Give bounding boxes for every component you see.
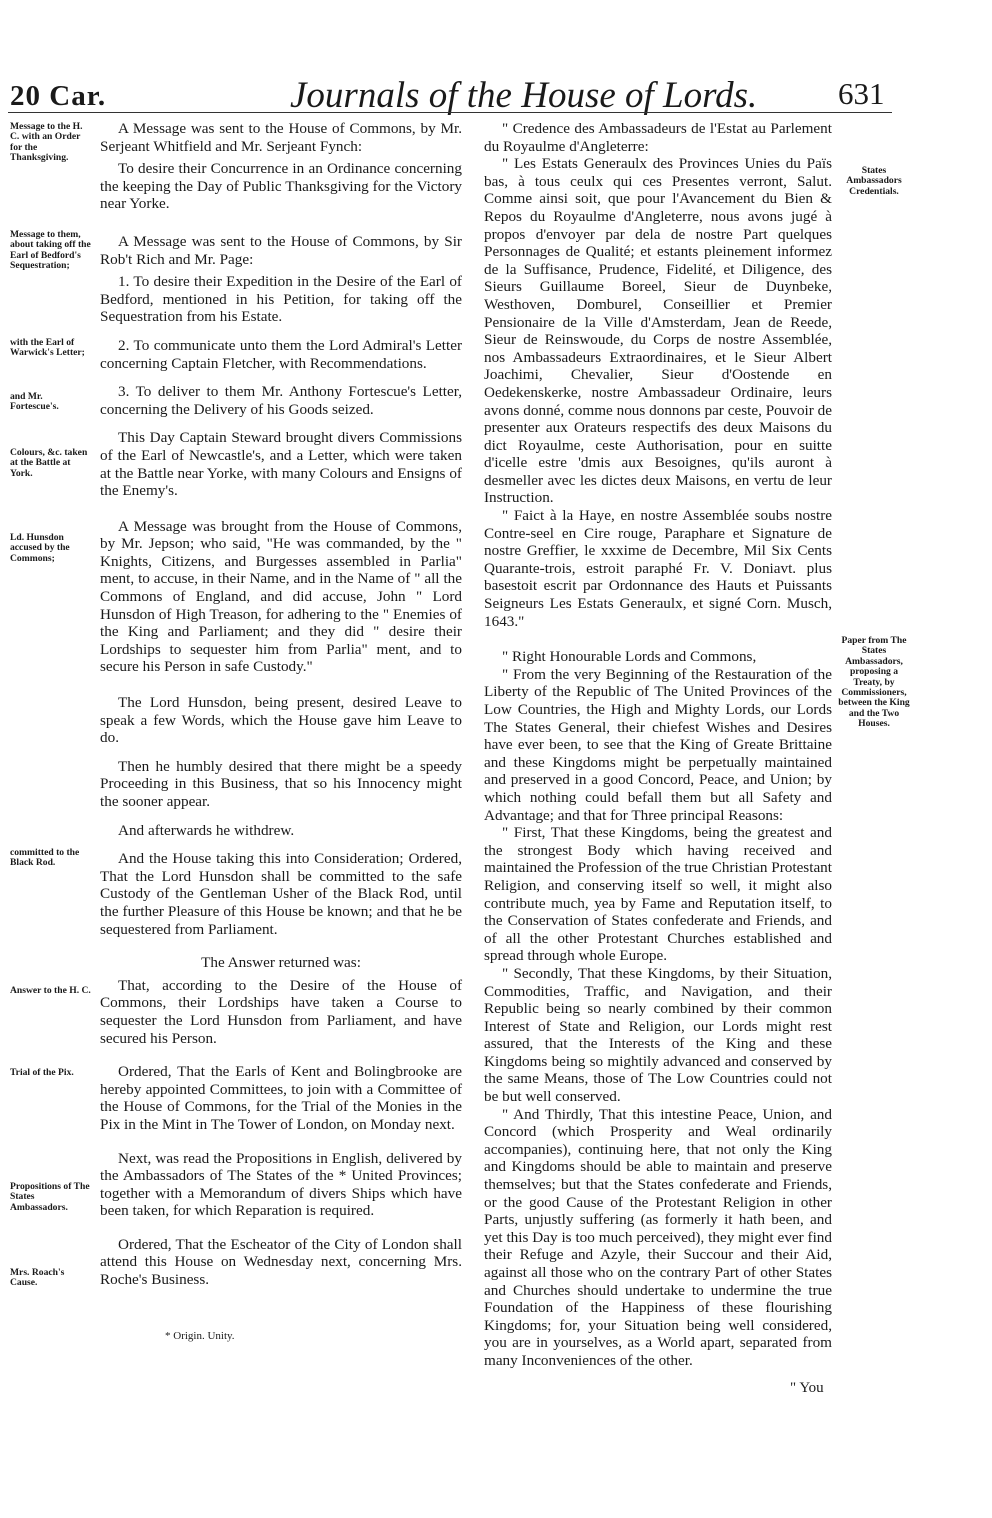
paragraph: A Message was brought from the House of Commons, by Mr. Jepson; who said, "He was commanded, by the " Knights, Citizens, and Burgesses assembled in Parlia" ment, to accuse, in their Name, and in the Name of " all the Commons of England, and did accuse, John " Lord Hunsdon of High Treason, for adhering to the " Enemies of the King and Parliament; and they did " desire their Lordships to sequester him from Parlia" ment, and to secure his Person in safe Custody." [100,517,462,676]
margin-note: Mrs. Roach's Cause. [10,1267,65,1289]
paragraph: " Les Estats Generaulx des Provinces Unies du Païs bas, à tous ceulx qui ces Presentes verront, Salut. Comme ainsi soit, que pour l'Avancement du Bien & Repos du Royaulme d'Angleterre, nous avons jugé à propos d'envoyer par dela de nostre Part quelques Personnages de Qualité; et estants pleinement informez de la Suffisance, Prudence, Fidelité, et Diligence, des Sieurs Guillaume Boreel, Sieur de Duynbeke, Westhoven, Domburel, Conseillier et Premier Pensionaire de la Ville d'Amsterdam, Jean de Reede, Sieur de Reinswoude, du Corps de nostre Assemblée, nos Ambassadeurs Extraordinaires, et le Sieur Albert Joachimi, Chevalier, Sieur d'Oostende en Oedekenskerke, nostre Ambassadeur Ordinaire, leurs avons donné, comme nous donnons par ceste, Pouvoir de presenter aux Orateurs respectifs des deux Maisons du dict Royaulme, ceste Authorisation, pour en suitte d'icelle estre 'dmis aux Besoignes, qu'ils auront à desmeller avec les dictes deux Maisons, en vertu de leur Instruction. [484,155,832,507]
paragraph: " First, That these Kingdoms, being the greatest and the strongest Body which having received and maintained the Profession of the true Christian Protestant Religion, and conserving itself so well, it might also contribute much, yea by Fame and Reputation itself, to the Conservation of States confederate and Friends, and of all the other Protestant Churches established and spread through whole Europe. [484,824,832,965]
margin-note: Trial of the Pix. [10,1067,74,1078]
paragraph: 1. To desire their Expedition in the Desire of the Earl of Bedford, mentioned in his Petition, for taking off the Sequestration from his Estate. [100,273,462,326]
paragraph: And the House taking this into Consideration; Ordered, That the Lord Hunsdon shall be committed to the safe Custody of the Gentleman Usher of the Black Rod, until the further Pleasure of this House be known; and that he be sequestered from Parliament. [100,850,462,938]
right-column [484,120,832,1370]
paragraph: A Message was sent to the House of Commons, by Mr. Serjeant Whitfield and Mr. Serjeant Fynch: [100,120,462,155]
paragraph: To desire their Concurrence in an Ordinance concerning the keeping the Day of Public Thanksgiving for the Victory near Yorke. [100,160,462,213]
paragraph: Then he humbly desired that there might be a speedy Proceeding in this Business, that so his Innocency might the sooner appear. [100,757,462,810]
paragraph: 2. To communicate unto them the Lord Admiral's Letter concerning Captain Fletcher, with Recommendations. [100,336,462,372]
paragraph: The Lord Hunsdon, being present, desired Leave to speak a few Words, which the House gave him Leave to do. [100,694,462,747]
paragraph: Next, was read the Propositions in English, delivered by the Ambassadors of The States of the * United Provinces; together with a Memorandum of divers Ships which have been taken, for which Reparation is required. [100,1149,462,1220]
margin-note: Answer to the H. C. [10,985,91,996]
footnote: * Origin. Unity. [165,1330,235,1342]
header-title: Journals of the House of Lords. [290,75,758,116]
paragraph: " Faict à la Haye, en nostre Assemblée soubs nostre Contre-seel en Cire rouge, Paraphare et Signature de nostre Greffier, le xxxime de Decembre, Mil Six Cents Quarante-trois, estroit paraphé Fr. V. Doniavt. plus basestoit escrit par Ordonnance des Hauts et Puissants Seigneurs Les Estats Generaulx, et signé Corn. Musch, 1643." [484,507,832,630]
margin-note: States Ambassadors Credentials. [846,165,902,197]
paragraph: " Credence des Ambassadeurs de l'Estat au Parlement du Royaulme d'Angleterre: [484,120,832,155]
paragraph: " Right Honourable Lords and Commons, [502,648,757,666]
paragraph: A Message was sent to the House of Commons, by Sir Rob't Rich and Mr. Page: [100,232,462,268]
paragraph: 3. To deliver to them Mr. Anthony Fortescue's Letter, concerning the Delivery of his Goods seized. [100,383,462,418]
header-rule [8,112,892,113]
margin-note: Ld. Hunsdon accused by the Commons; [10,532,70,564]
paragraph: This Day Captain Steward brought divers Commissions of the Earl of Newcastle's, and a Letter, which were taken at the Battle near Yorke, with many Colours and Ensigns of the Enemy's. [100,429,462,500]
margin-note: with the Earl of Warwick's Letter; [10,337,85,359]
margin-note: Propositions of The States Ambassadors. [10,1181,90,1213]
margin-note: Paper from The States Ambassadors, proposing a Treaty, by Commissioners, between the King and the Two Houses. [838,635,910,730]
margin-note: and Mr. Fortescue's. [10,391,59,413]
paragraph: Ordered, That the Escheator of the City of London shall attend this House on Wednesday next, concerning Mrs. Roche's Business. [100,1235,462,1289]
page-number: 631 [838,76,885,111]
paragraph: " From the very Beginning of the Restauration of the Liberty of the Republic of The United Provinces of the Low Countries, the High and Mighty Lords, our Lords The States General, their chiefest Wishes and Desires have ever been, to see that the King of Greate Brittaine and these Kingdoms might be perpetually maintained and preserved in a good Concord, Peace, and Union; by which nothing could befall them but all Safety and Advantage; and that for Three principal Reasons: [484,665,832,824]
margin-note: Colours, &c. taken at the Battle at York. [10,447,88,479]
left-column [100,120,462,1300]
header-regnal-year: 20 Car. [10,80,107,112]
paragraph: The Answer returned was: [201,954,361,972]
margin-note: Message to the H. C. with an Order for the Thanksgiving. [10,121,83,164]
catchword: " You [790,1380,824,1396]
paragraph: That, according to the Desire of the House of Commons, their Lordships have taken a Course to sequester the Lord Hunsdon from Parliament, and have secured his Person. [100,976,462,1047]
page-header [0,72,992,116]
paragraph: And afterwards he withdrew. [118,821,295,839]
margin-note: committed to the Black Rod. [10,847,80,869]
paragraph: " Secondly, That these Kingdoms, by their Situation, Commodities, Traffic, and Navigation, and their Republic being so nearly combined by their common Interest of State and Religion, our Lords might rest assured, that the Interests of the King and these Kingdoms being so mightily advanced and conserved by the same Means, those of The Low Countries could not be but well conserved. [484,964,832,1106]
paragraph: Ordered, That the Earls of Kent and Bolingbrooke are hereby appointed Committees, to join with a Committee of the House of Commons, for the Trial of the Monies in the Pix in the Mint in The Tower of London, on Monday next. [100,1063,462,1133]
margin-note: Message to them, about taking off the Earl of Bedford's Sequestration; [10,229,91,272]
paragraph: " And Thirdly, That this intestine Peace, Union, and Concord (which Prosperity and Weal ordinarily accompanies), continuing here, that not only the King and Kingdoms should be able to maintain and preserve themselves; but that the States confederate and Friends, or the good Cause of the Protestant Religion in other Parts, unjustly suffering (as formerly it hath been, and yet this Day is too much perceived), they might ever find their Refuge and Azyle, their Succour and their Aid, against all those who on the contrary Part of other States and Churches should undertake to undermine the true Foundation of the Happiness of these flourishing Kingdoms; for, your Situation being well considered, you are in yourselves, as a World apart, separated from many Inconveniences of the other. [484,1105,832,1369]
